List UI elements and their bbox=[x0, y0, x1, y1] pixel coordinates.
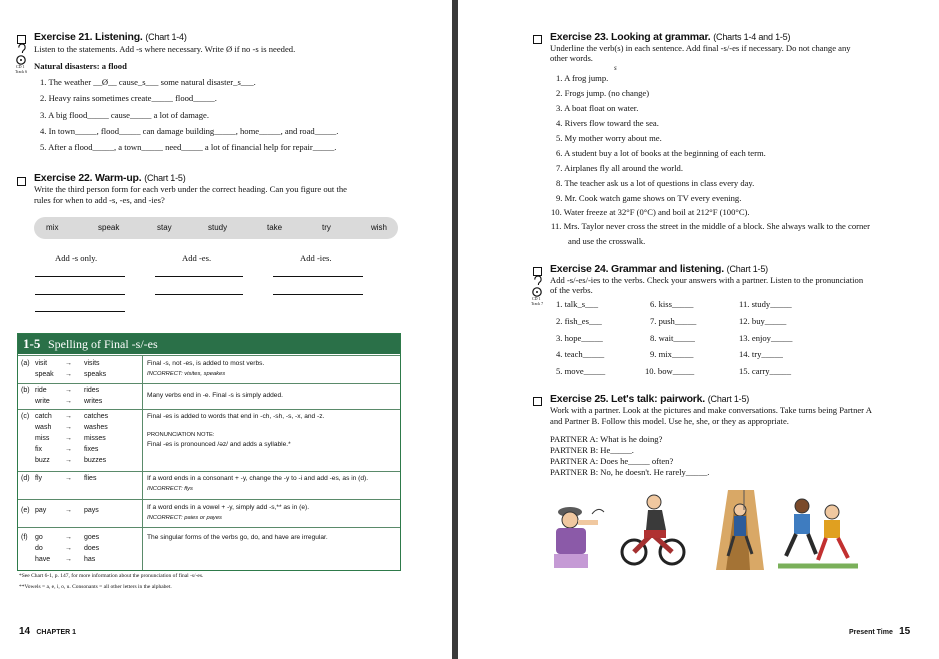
verb-form: buzzes bbox=[84, 457, 107, 464]
answer-line[interactable] bbox=[273, 294, 363, 295]
right-page bbox=[458, 0, 939, 659]
exercise-23-chart-ref: (Charts 1-4 and 1-5) bbox=[713, 32, 791, 42]
row-label: (e) bbox=[21, 507, 30, 514]
column-heading: Add -s only. bbox=[55, 253, 98, 263]
base-verb: ride bbox=[35, 387, 47, 394]
exercise-21-title: Exercise 21. Listening. bbox=[34, 31, 143, 43]
verb-word: try bbox=[322, 223, 331, 232]
exercise-24-item: 7. push_____ bbox=[650, 316, 697, 326]
exercise-24-item: 14. try_____ bbox=[739, 349, 783, 359]
column-heading: Add -ies. bbox=[300, 253, 332, 263]
verb-form: does bbox=[84, 545, 100, 552]
arrow-icon: → bbox=[65, 413, 72, 420]
exercise-25-instructions: Work with a partner. Look at the pictures and make conversations. Take turns being Partner A bbox=[550, 405, 872, 415]
track-label: Track 6 bbox=[15, 69, 28, 74]
exercise-21-subtitle: Natural disasters: a flood bbox=[34, 61, 127, 71]
chart-rule: Many verbs end in -e. Final -s is simply added. bbox=[147, 392, 283, 399]
exercise-22-title: Exercise 22. Warm-up. bbox=[34, 172, 142, 184]
base-verb: write bbox=[35, 398, 50, 405]
left-footer bbox=[19, 626, 76, 637]
chart-row-e bbox=[18, 499, 400, 528]
row-label: (d) bbox=[21, 475, 30, 482]
exercise-23-item: 2. Frogs jump. (no change) bbox=[556, 88, 650, 98]
exercise-23-item: 8. The teacher ask us a lot of questions in class every day. bbox=[556, 178, 755, 188]
exercise-24-item: 2. fish_es___ bbox=[556, 316, 602, 326]
exercise-23-item: 6. A student buy a lot of books at the beginning of each term. bbox=[556, 148, 766, 158]
base-verb: miss bbox=[35, 435, 50, 442]
chart-1-5-table bbox=[17, 333, 401, 571]
verb-form: goes bbox=[84, 534, 100, 541]
exercise-22-chart-ref: (Chart 1-5) bbox=[144, 173, 186, 183]
exercise-21-heading bbox=[34, 31, 187, 43]
exercise-21-item: 5. After a flood_____, a town_____ need_____ a lot of financial help for repair_____. bbox=[40, 142, 337, 152]
answer-line[interactable] bbox=[35, 294, 125, 295]
dialog-line: PARTNER B: He_____. bbox=[550, 445, 634, 455]
verb-form: visits bbox=[84, 360, 100, 367]
exercise-23-heading bbox=[550, 31, 790, 43]
exercise-25-heading bbox=[550, 393, 749, 405]
arrow-icon: → bbox=[65, 387, 72, 394]
chapter-label: CHAPTER 1 bbox=[36, 629, 77, 636]
listening-icon bbox=[17, 44, 26, 54]
chart-rule: If a word ends in a consonant + -y, change the -y to -i and add -es, as in (d). bbox=[147, 475, 369, 482]
exercise-checkbox[interactable] bbox=[17, 35, 26, 44]
base-verb: speak bbox=[35, 371, 54, 378]
chart-row-c bbox=[18, 409, 400, 472]
exercise-checkbox[interactable] bbox=[533, 267, 542, 276]
exercise-21-item: 3. A big flood_____ cause_____ a lot of damage. bbox=[40, 110, 209, 120]
exercise-checkbox[interactable] bbox=[17, 177, 26, 186]
exercise-24-item: 1. talk_s___ bbox=[556, 299, 599, 309]
chart-rule: The singular forms of the verbs go, do, and have are irregular. bbox=[147, 534, 328, 541]
arrow-icon: → bbox=[65, 435, 72, 442]
exercise-24-item: 9. mix_____ bbox=[650, 349, 694, 359]
base-verb: wash bbox=[35, 424, 52, 431]
base-verb: go bbox=[35, 534, 43, 541]
exercise-23-item: 5. My mother worry about me. bbox=[556, 133, 662, 143]
verb-word: wish bbox=[371, 223, 388, 232]
verb-word: stay bbox=[157, 223, 172, 232]
chart-row-f bbox=[18, 527, 400, 570]
exercise-21-instructions: Listen to the statements. Add -s where necessary. Write Ø if no -s is needed. bbox=[34, 44, 296, 54]
exercise-21-item: 1. The weather __Ø__ cause_s___ some natural disaster_s___. bbox=[40, 77, 256, 87]
exercise-24-chart-ref: (Chart 1-5) bbox=[726, 264, 768, 274]
cd-label: CD 1 bbox=[532, 296, 541, 301]
exercise-23-item: and use the crosswalk. bbox=[568, 236, 646, 246]
verb-form: writes bbox=[84, 398, 103, 405]
exercise-21-item: 2. Heavy rains sometimes create_____ flood_____. bbox=[40, 93, 217, 103]
chart-number: 1-5 bbox=[23, 336, 41, 351]
right-footer bbox=[849, 626, 910, 637]
chart-note: INCORRECT: visites, speakes bbox=[147, 371, 226, 377]
cd-label: CD 1 bbox=[16, 64, 25, 69]
arrow-icon: → bbox=[65, 360, 72, 367]
arrow-icon: → bbox=[65, 371, 72, 378]
exercise-23-title: Exercise 23. Looking at grammar. bbox=[550, 31, 711, 43]
base-verb: do bbox=[35, 545, 43, 552]
exercise-21-chart-ref: (Chart 1-4) bbox=[145, 32, 187, 42]
verb-form: speaks bbox=[84, 371, 107, 378]
arrow-icon: → bbox=[65, 475, 72, 482]
exercise-24-item: 5. move_____ bbox=[556, 366, 606, 376]
exercise-24-item: 15. carry_____ bbox=[739, 366, 792, 376]
inserted-s-mark: s bbox=[614, 64, 617, 72]
chart-rule: If a word ends in a vowel + -y, simply add -s,** as in (e). bbox=[147, 504, 310, 511]
verb-form: catches bbox=[84, 413, 109, 420]
page-number: 15 bbox=[899, 626, 911, 637]
exercise-21-item: 4. In town_____, flood_____ can damage building_____, home_____, and road_____. bbox=[40, 126, 339, 136]
row-label: (c) bbox=[21, 413, 30, 420]
base-verb: buzz bbox=[35, 457, 50, 464]
exercise-23-item: 9. Mr. Cook watch game shows on TV every evening. bbox=[556, 193, 742, 203]
row-label: (f) bbox=[21, 534, 28, 541]
listening-icon bbox=[533, 276, 542, 286]
chart-rule: Final -es is added to words that end in -ch, -sh, -s, -x, and -z. bbox=[147, 413, 325, 420]
base-verb: catch bbox=[35, 413, 52, 420]
exercise-25-instructions-2: and Partner B. Follow this model. Use he, she, or they as appropriate. bbox=[550, 416, 789, 426]
chart-row-d bbox=[18, 471, 400, 500]
arrow-icon: → bbox=[65, 457, 72, 464]
answer-line[interactable] bbox=[35, 311, 125, 312]
exercise-25-chart-ref: (Chart 1-5) bbox=[707, 394, 750, 404]
answer-line[interactable] bbox=[35, 276, 125, 277]
exercise-23-item: 10. Water freeze at 32°F (0°C) and boil at 212°F (100°C). bbox=[551, 207, 750, 217]
verb-word: speak bbox=[98, 223, 120, 232]
dialog-line: PARTNER B: No, he doesn't. He rarely_____. bbox=[550, 467, 710, 477]
footnote: **Vowels = a, e, i, o, u. Consonants = all other letters in the alphabet. bbox=[19, 584, 172, 590]
arrow-icon: → bbox=[65, 556, 72, 563]
exercise-23-item: 1. A frog jump. bbox=[556, 73, 609, 83]
arrow-icon: → bbox=[65, 507, 72, 514]
base-verb: pay bbox=[35, 507, 47, 514]
chart-note: INCORRECT: flys bbox=[147, 486, 193, 492]
person-whistling-illustration bbox=[548, 490, 608, 570]
verb-form: misses bbox=[84, 435, 106, 442]
arrow-icon: → bbox=[65, 398, 72, 405]
exercise-24-item: 10. bow_____ bbox=[645, 366, 695, 376]
exercise-25-title: Exercise 25. Let's talk: pairwork. bbox=[550, 393, 706, 405]
exercise-23-item: 3. A boat float on water. bbox=[556, 103, 639, 113]
base-verb: fix bbox=[35, 446, 42, 453]
exercise-24-instructions-2: of the verbs. bbox=[550, 285, 593, 295]
answer-line[interactable] bbox=[155, 276, 243, 277]
answer-line[interactable] bbox=[273, 276, 363, 277]
exercise-23-instructions-2: other words. bbox=[550, 53, 593, 63]
answer-line[interactable] bbox=[155, 294, 243, 295]
column-heading: Add -es. bbox=[182, 253, 212, 263]
chart-title: Spelling of Final -s/-es bbox=[48, 337, 158, 351]
chart-header bbox=[18, 334, 400, 354]
exercise-checkbox[interactable] bbox=[533, 35, 542, 44]
exercise-24-item: 8. wait_____ bbox=[650, 333, 695, 343]
chart-note: Final -es is pronounced /əz/ and adds a syllable.* bbox=[147, 441, 291, 448]
base-verb: fly bbox=[35, 475, 42, 482]
page-number: 14 bbox=[19, 626, 31, 637]
exercise-24-title: Exercise 24. Grammar and listening. bbox=[550, 263, 724, 275]
track-label: Track 7 bbox=[531, 301, 544, 306]
left-page bbox=[0, 0, 452, 659]
exercise-23-item: 11. Mrs. Taylor never cross the street in the middle of a block. She always walk to the corner bbox=[551, 221, 870, 231]
exercise-22-instructions: Write the third person form for each verb under the correct heading. Can you figure out the bbox=[34, 184, 347, 194]
exercise-24-heading bbox=[550, 263, 768, 275]
arrow-icon: → bbox=[65, 424, 72, 431]
arrow-icon: → bbox=[65, 446, 72, 453]
exercise-23-item: 7. Airplanes fly all around the world. bbox=[556, 163, 683, 173]
verb-word: mix bbox=[46, 223, 59, 232]
exercise-24-item: 6. kiss_____ bbox=[650, 299, 694, 309]
people-jogging-illustration bbox=[778, 490, 858, 572]
arrow-icon: → bbox=[65, 534, 72, 541]
exercise-checkbox[interactable] bbox=[533, 397, 542, 406]
exercise-24-item: 12. buy_____ bbox=[739, 316, 787, 326]
chapter-title: Present Time bbox=[849, 629, 893, 636]
footnote: *See Chart 6-1, p. 147, for more information about the pronunciation of final -s/-es. bbox=[19, 573, 204, 579]
dialog-line: PARTNER A: Does he_____ often? bbox=[550, 456, 674, 466]
row-label: (b) bbox=[21, 387, 30, 394]
chart-note: INCORRECT: paies or payes bbox=[147, 515, 222, 521]
exercise-24-item: 11. study_____ bbox=[739, 299, 792, 309]
row-label: (a) bbox=[21, 360, 30, 367]
arrow-icon: → bbox=[65, 545, 72, 552]
verb-form: flies bbox=[84, 475, 97, 482]
person-on-motorcycle-illustration bbox=[618, 490, 688, 570]
exercise-24-item: 4. teach_____ bbox=[556, 349, 605, 359]
exercise-23-instructions: Underline the verb(s) in each sentence. Add final -s/-es if necessary. Do not change any bbox=[550, 43, 851, 53]
verb-form: has bbox=[84, 556, 96, 563]
chart-note: PRONUNCIATION NOTE: bbox=[147, 432, 215, 438]
person-climbing-illustration bbox=[706, 490, 766, 570]
dialog-line: PARTNER A: What is he doing? bbox=[550, 434, 663, 444]
chart-rule: Final -s, not -es, is added to most verbs. bbox=[147, 360, 265, 367]
base-verb: visit bbox=[35, 360, 48, 367]
base-verb: have bbox=[35, 556, 51, 563]
verb-word: take bbox=[267, 223, 283, 232]
chart-row-b bbox=[18, 383, 400, 410]
verb-form: fixes bbox=[84, 446, 99, 453]
exercise-22-heading bbox=[34, 172, 186, 184]
verb-form: pays bbox=[84, 507, 99, 514]
verb-word: study bbox=[208, 223, 228, 232]
chart-divider bbox=[142, 355, 143, 570]
exercise-24-item: 3. hope_____ bbox=[556, 333, 603, 343]
exercise-22-instructions-2: rules for when to add -s, -es, and -ies? bbox=[34, 195, 165, 205]
verb-form: washes bbox=[84, 424, 108, 431]
exercise-24-instructions: Add -s/-es/-ies to the verbs. Check your answers with a partner. Listen to the pronunciation bbox=[550, 275, 864, 285]
exercise-24-item: 13. enjoy_____ bbox=[739, 333, 793, 343]
verb-list-band bbox=[34, 217, 398, 239]
exercise-23-item: 4. Rivers flow toward the sea. bbox=[556, 118, 659, 128]
verb-form: rides bbox=[84, 387, 100, 394]
chart-row-a bbox=[18, 355, 400, 384]
